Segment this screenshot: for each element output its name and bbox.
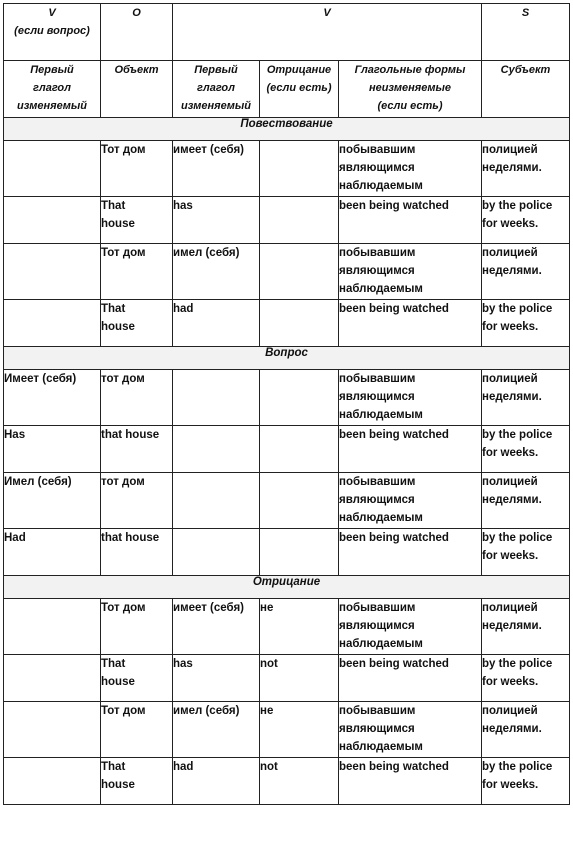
negation-cell — [260, 300, 339, 347]
section-title: Вопрос — [4, 347, 570, 370]
object-cell: Тот дом — [101, 599, 173, 655]
subject-cell: полицией неделями. — [482, 599, 570, 655]
table-row — [4, 529, 570, 576]
header-negation: Отрицание (если есть) — [260, 61, 339, 118]
subject-cell: by the police for weeks. — [482, 529, 570, 576]
verb-question-cell: Has — [4, 426, 101, 473]
first-verb-cell — [173, 426, 260, 473]
object-cell: тот дом — [101, 473, 173, 529]
header-verb-forms: Глагольные формы неизменяемые (если есть) — [339, 61, 482, 118]
verb-forms-cell: побывавшим являющимся наблюдаемым — [339, 473, 482, 529]
first-verb-cell: has — [173, 197, 260, 244]
verb-question-cell: Имеет (себя) — [4, 370, 101, 426]
subject-cell: полицией неделями. — [482, 141, 570, 197]
table-row — [4, 197, 570, 244]
header-subject: Субъект — [482, 61, 570, 118]
table-row — [4, 702, 570, 758]
first-verb-cell — [173, 473, 260, 529]
negation-cell: not — [260, 758, 339, 805]
first-verb-cell: имеет (себя) — [173, 599, 260, 655]
table-row — [4, 599, 570, 655]
verb-forms-cell: побывавшим являющимся наблюдаемым — [339, 370, 482, 426]
first-verb-cell: had — [173, 300, 260, 347]
first-verb-cell: имел (себя) — [173, 702, 260, 758]
subject-cell: полицией неделями. — [482, 244, 570, 300]
subject-cell: полицией неделями. — [482, 702, 570, 758]
table-row — [4, 244, 570, 300]
section-title: Повествование — [4, 118, 570, 141]
header-row-letters — [4, 4, 570, 61]
table-row — [4, 473, 570, 529]
header-s-letter: S — [482, 4, 570, 61]
verb-question-cell — [4, 599, 101, 655]
verb-forms-cell: побывавшим являющимся наблюдаемым — [339, 244, 482, 300]
verb-question-cell — [4, 655, 101, 702]
table-body — [4, 4, 570, 805]
verb-question-cell — [4, 300, 101, 347]
subject-cell: by the police for weeks. — [482, 426, 570, 473]
table-row — [4, 655, 570, 702]
negation-cell — [260, 244, 339, 300]
negation-cell: не — [260, 702, 339, 758]
subject-cell: by the police for weeks. — [482, 758, 570, 805]
table-row — [4, 370, 570, 426]
subject-cell: by the police for weeks. — [482, 197, 570, 244]
subject-cell: полицией неделями. — [482, 370, 570, 426]
object-cell: тот дом — [101, 370, 173, 426]
verb-forms-cell: been being watched — [339, 529, 482, 576]
table-row — [4, 758, 570, 805]
first-verb-cell: has — [173, 655, 260, 702]
verb-forms-cell: been being watched — [339, 197, 482, 244]
table-row — [4, 300, 570, 347]
verb-question-cell — [4, 197, 101, 244]
verb-question-cell — [4, 702, 101, 758]
object-cell: Тот дом — [101, 141, 173, 197]
negation-cell — [260, 141, 339, 197]
header-row-descriptions — [4, 61, 570, 118]
verb-question-cell: Имел (себя) — [4, 473, 101, 529]
verb-forms-cell: been being watched — [339, 300, 482, 347]
negation-cell — [260, 426, 339, 473]
section-row — [4, 118, 570, 141]
first-verb-cell: had — [173, 758, 260, 805]
subject-cell: полицией неделями. — [482, 473, 570, 529]
negation-cell: not — [260, 655, 339, 702]
table-row — [4, 141, 570, 197]
object-cell: Тот дом — [101, 244, 173, 300]
negation-cell — [260, 473, 339, 529]
section-row — [4, 576, 570, 599]
header-v-question — [4, 4, 101, 61]
first-verb-cell — [173, 370, 260, 426]
header-first-verb-1: Первый глагол изменяемый — [4, 61, 101, 118]
verb-question-cell — [4, 758, 101, 805]
subject-cell: by the police for weeks. — [482, 655, 570, 702]
object-cell: That house — [101, 300, 173, 347]
section-row — [4, 347, 570, 370]
verb-forms-cell: been being watched — [339, 426, 482, 473]
object-cell: That house — [101, 655, 173, 702]
table-row — [4, 426, 570, 473]
object-cell: that house — [101, 426, 173, 473]
verb-question-cell: Had — [4, 529, 101, 576]
header-object: Объект — [101, 61, 173, 118]
header-v-span-letter: V — [173, 4, 482, 61]
first-verb-cell: имеет (себя) — [173, 141, 260, 197]
verb-forms-cell: побывавшим являющимся наблюдаемым — [339, 702, 482, 758]
subject-cell: by the police for weeks. — [482, 300, 570, 347]
header-if-question: (если вопрос) — [14, 25, 90, 37]
object-cell: Тот дом — [101, 702, 173, 758]
negation-cell — [260, 529, 339, 576]
object-cell: That house — [101, 758, 173, 805]
negation-cell — [260, 370, 339, 426]
negation-cell — [260, 197, 339, 244]
header-v-letter: V — [48, 7, 56, 19]
first-verb-cell — [173, 529, 260, 576]
verb-forms-cell: been being watched — [339, 758, 482, 805]
negation-cell: не — [260, 599, 339, 655]
grammar-table — [3, 3, 570, 805]
object-cell: that house — [101, 529, 173, 576]
object-cell: That house — [101, 197, 173, 244]
section-title: Отрицание — [4, 576, 570, 599]
verb-forms-cell: been being watched — [339, 655, 482, 702]
verb-question-cell — [4, 244, 101, 300]
verb-forms-cell: побывавшим являющимся наблюдаемым — [339, 141, 482, 197]
verb-question-cell — [4, 141, 101, 197]
verb-forms-cell: побывавшим являющимся наблюдаемым — [339, 599, 482, 655]
first-verb-cell: имел (себя) — [173, 244, 260, 300]
header-o-letter: O — [101, 4, 173, 61]
header-first-verb-2: Первый глагол изменяемый — [173, 61, 260, 118]
